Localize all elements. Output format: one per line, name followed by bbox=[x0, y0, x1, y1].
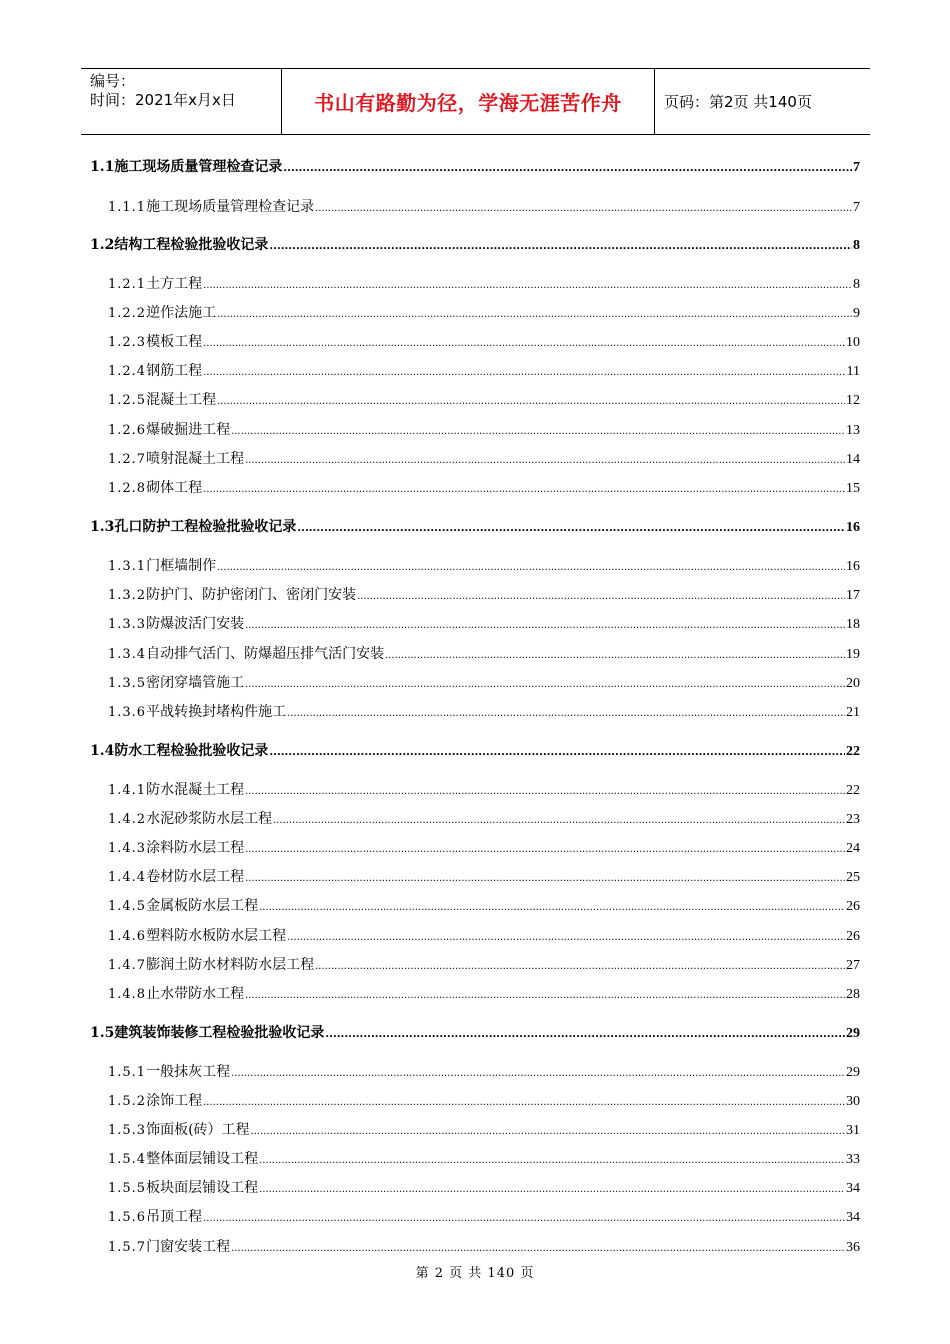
toc-dot-leader bbox=[203, 361, 845, 383]
toc-subsection-entry[interactable] bbox=[108, 420, 860, 440]
toc-entry-title: 涂饰工程 bbox=[146, 1093, 203, 1109]
toc-entry-title: 模板工程 bbox=[146, 334, 203, 350]
toc-entry-page: 34 bbox=[846, 1181, 860, 1196]
toc-entry-title: 钢筋工程 bbox=[146, 363, 203, 379]
toc-section-entry[interactable] bbox=[90, 1023, 860, 1043]
toc-subsection-entry[interactable] bbox=[108, 585, 860, 605]
toc-subsection-entry[interactable] bbox=[108, 449, 860, 469]
toc-subsection-entry[interactable] bbox=[108, 614, 860, 634]
toc-subsection-entry[interactable] bbox=[108, 332, 860, 352]
toc-subsection-entry[interactable] bbox=[108, 1091, 860, 1111]
toc-entry-page: 18 bbox=[846, 617, 860, 632]
toc-entry-number: 1.3.4 bbox=[108, 647, 147, 662]
toc-entry-page: 34 bbox=[846, 1210, 860, 1225]
toc-subsection-entry[interactable] bbox=[108, 197, 860, 217]
toc-entry-page: 21 bbox=[846, 705, 860, 720]
toc-section-entry[interactable] bbox=[90, 235, 860, 255]
page-header bbox=[81, 68, 870, 135]
toc-entry-number: 1.2.1 bbox=[108, 277, 147, 292]
toc-entry-number: 1.5 bbox=[90, 1025, 115, 1041]
toc-entry-number: 1.2 bbox=[90, 237, 115, 253]
toc-entry-number: 1.2.8 bbox=[108, 481, 147, 496]
toc-entry-title: 板块面层铺设工程 bbox=[146, 1180, 259, 1196]
toc-entry-number: 1.5.6 bbox=[108, 1210, 147, 1225]
header-motto-cell bbox=[282, 69, 655, 134]
toc-entry-number: 1.3 bbox=[90, 519, 115, 535]
toc-entry-page: 13 bbox=[846, 423, 860, 438]
toc-dot-leader bbox=[217, 390, 845, 412]
toc-entry-title: 防水混凝土工程 bbox=[146, 782, 245, 798]
toc-entry-title: 施工现场质量管理检查记录 bbox=[146, 199, 315, 215]
toc-subsection-entry[interactable] bbox=[108, 478, 860, 498]
toc-entry-number: 1.5.7 bbox=[108, 1240, 147, 1255]
toc-entry-page: 16 bbox=[846, 520, 860, 535]
toc-entry-number: 1.4.6 bbox=[108, 929, 147, 944]
toc-entry-title: 土方工程 bbox=[146, 276, 203, 292]
toc-entry-number: 1.4.4 bbox=[108, 870, 147, 885]
toc-dot-leader bbox=[273, 809, 845, 831]
toc-entry-title: 金属板防水层工程 bbox=[146, 898, 259, 914]
toc-entry-title: 饰面板(砖）工程 bbox=[146, 1122, 250, 1138]
toc-subsection-entry[interactable] bbox=[108, 390, 860, 410]
toc-subsection-entry[interactable] bbox=[108, 955, 860, 975]
toc-dot-leader bbox=[287, 926, 845, 948]
toc-entry-page: 24 bbox=[846, 841, 860, 856]
toc-subsection-entry[interactable] bbox=[108, 1207, 860, 1227]
toc-dot-leader bbox=[259, 1178, 845, 1200]
toc-entry-number: 1.5.1 bbox=[108, 1065, 147, 1080]
toc-entry-page: 8 bbox=[853, 277, 860, 292]
toc-dot-leader bbox=[245, 867, 845, 889]
toc-entry-page: 22 bbox=[846, 783, 860, 798]
toc-entry-number: 1.3.5 bbox=[108, 676, 147, 691]
toc-entry-number: 1.1 bbox=[90, 159, 115, 175]
toc-dot-leader bbox=[217, 556, 845, 578]
toc-entry-page: 8 bbox=[853, 238, 860, 253]
toc-entry-title: 水泥砂浆防水层工程 bbox=[146, 811, 273, 827]
toc-entry-title: 止水带防水工程 bbox=[146, 986, 245, 1002]
toc-entry-number: 1.4.3 bbox=[108, 841, 147, 856]
toc-entry-number: 1.3.2 bbox=[108, 588, 147, 603]
toc-entry-number: 1.5.2 bbox=[108, 1094, 147, 1109]
toc-entry-page: 10 bbox=[846, 335, 860, 350]
toc-dot-leader bbox=[231, 420, 845, 442]
toc-dot-leader bbox=[385, 644, 845, 666]
page-info-text: 页码：第2页 共140页 bbox=[664, 93, 812, 111]
toc-entry-title: 喷射混凝土工程 bbox=[146, 451, 245, 467]
code-label: 编号： bbox=[90, 72, 136, 90]
toc-section-entry[interactable] bbox=[90, 517, 860, 537]
toc-section-entry[interactable] bbox=[90, 157, 860, 177]
toc-subsection-entry[interactable] bbox=[108, 274, 860, 294]
toc-entry-title: 平战转换封堵构件施工 bbox=[146, 704, 287, 720]
toc-dot-leader bbox=[357, 585, 845, 607]
toc-entry-title: 吊顶工程 bbox=[146, 1209, 203, 1225]
toc-entry-page: 31 bbox=[846, 1123, 860, 1138]
toc-entry-page: 11 bbox=[846, 364, 860, 379]
toc-entry-title: 防护门、防护密闭门、密闭门安装 bbox=[146, 587, 357, 603]
toc-entry-page: 25 bbox=[846, 870, 860, 885]
toc-entry-number: 1.4.8 bbox=[108, 987, 147, 1002]
toc-subsection-entry[interactable] bbox=[108, 1120, 860, 1140]
toc-dot-leader bbox=[245, 838, 845, 860]
toc-dot-leader bbox=[245, 984, 845, 1006]
page-footer: 第 2 页 共 140 页 bbox=[415, 1266, 535, 1281]
toc-entry-page: 22 bbox=[846, 744, 860, 759]
toc-entry-number: 1.2.6 bbox=[108, 423, 147, 438]
toc-dot-leader bbox=[269, 741, 845, 763]
toc-entry-title: 施工现场质量管理检查记录 bbox=[114, 159, 283, 175]
toc-subsection-entry[interactable] bbox=[108, 556, 860, 576]
toc-entry-number: 1.5.3 bbox=[108, 1123, 147, 1138]
toc-entry-title: 卷材防水层工程 bbox=[146, 869, 245, 885]
toc-entry-page: 30 bbox=[846, 1094, 860, 1109]
toc-dot-leader bbox=[245, 449, 845, 471]
toc-entry-number: 1.3.6 bbox=[108, 705, 147, 720]
toc-subsection-entry[interactable] bbox=[108, 702, 860, 722]
toc-entry-title: 一般抹灰工程 bbox=[146, 1064, 231, 1080]
toc-subsection-entry[interactable] bbox=[108, 1149, 860, 1169]
toc-subsection-entry[interactable] bbox=[108, 1062, 860, 1082]
toc-entry-page: 29 bbox=[846, 1026, 860, 1041]
toc-entry-page: 16 bbox=[846, 559, 860, 574]
toc-entry-number: 1.3.3 bbox=[108, 617, 147, 632]
toc-entry-number: 1.2.7 bbox=[108, 452, 147, 467]
toc-entry-page: 26 bbox=[846, 929, 860, 944]
toc-dot-leader bbox=[203, 1207, 845, 1229]
toc-entry-title: 膨润土防水材料防水层工程 bbox=[146, 957, 315, 973]
toc-entry-number: 1.2.3 bbox=[108, 335, 147, 350]
toc-subsection-entry[interactable] bbox=[108, 780, 860, 800]
toc-entry-page: 26 bbox=[846, 899, 860, 914]
toc-entry-title: 防爆波活门安装 bbox=[146, 616, 245, 632]
toc-subsection-entry[interactable] bbox=[108, 673, 860, 693]
toc-entry-number: 1.4.1 bbox=[108, 783, 147, 798]
toc-entry-page: 23 bbox=[846, 812, 860, 827]
toc-entry-title: 门框墙制作 bbox=[146, 558, 217, 574]
toc-entry-page: 9 bbox=[853, 306, 860, 321]
toc-entry-number: 1.5.5 bbox=[108, 1181, 147, 1196]
toc-entry-page: 29 bbox=[846, 1065, 860, 1080]
toc-entry-number: 1.3.1 bbox=[108, 559, 147, 574]
toc-entry-title: 防水工程检验批验收记录 bbox=[114, 743, 269, 759]
toc-dot-leader bbox=[297, 517, 845, 539]
toc-entry-title: 建筑装饰装修工程检验批验收记录 bbox=[114, 1025, 325, 1041]
header-meta bbox=[81, 69, 282, 134]
toc-subsection-entry[interactable] bbox=[108, 809, 860, 829]
toc-entry-number: 1.2.4 bbox=[108, 364, 147, 379]
toc-entry-page: 15 bbox=[846, 481, 860, 496]
toc-dot-leader bbox=[269, 235, 852, 257]
toc-entry-page: 17 bbox=[846, 588, 860, 603]
toc-entry-number: 1.2.2 bbox=[108, 306, 147, 321]
toc-dot-leader bbox=[283, 157, 852, 179]
toc-entry-title: 密闭穿墙管施工 bbox=[146, 675, 245, 691]
motto-text: 书山有路勤为径，学海无涯苦作舟 bbox=[314, 91, 622, 115]
toc-entry-page: 7 bbox=[853, 160, 860, 175]
toc-dot-leader bbox=[245, 780, 845, 802]
toc-dot-leader bbox=[245, 614, 845, 636]
toc-entry-title: 逆作法施工 bbox=[146, 305, 217, 321]
toc-entry-page: 36 bbox=[846, 1240, 860, 1255]
toc-entry-title: 涂料防水层工程 bbox=[146, 840, 245, 856]
toc-entry-page: 27 bbox=[846, 958, 860, 973]
toc-section-entry[interactable] bbox=[90, 741, 860, 761]
toc-dot-leader bbox=[203, 274, 852, 296]
toc-entry-title: 结构工程检验批验收记录 bbox=[114, 237, 269, 253]
toc-dot-leader bbox=[259, 896, 845, 918]
toc-entry-title: 混凝土工程 bbox=[146, 392, 217, 408]
toc-dot-leader bbox=[287, 702, 845, 724]
toc-entry-number: 1.4 bbox=[90, 743, 115, 759]
toc-entry-title: 砌体工程 bbox=[146, 480, 203, 496]
toc-subsection-entry[interactable] bbox=[108, 838, 860, 858]
toc-entry-number: 1.2.5 bbox=[108, 393, 147, 408]
toc-dot-leader bbox=[251, 1120, 845, 1142]
toc-entry-title: 门窗安装工程 bbox=[146, 1239, 231, 1255]
toc-dot-leader bbox=[203, 478, 845, 500]
toc-dot-leader bbox=[231, 1062, 845, 1084]
toc-subsection-entry[interactable] bbox=[108, 303, 860, 323]
toc-subsection-entry[interactable] bbox=[108, 1237, 860, 1257]
header-page-info bbox=[655, 69, 870, 134]
toc-entry-page: 7 bbox=[853, 200, 860, 215]
toc-dot-leader bbox=[245, 673, 845, 695]
toc-subsection-entry[interactable] bbox=[108, 867, 860, 887]
toc-entry-page: 12 bbox=[846, 393, 860, 408]
toc-dot-leader bbox=[217, 303, 852, 325]
toc-subsection-entry[interactable] bbox=[108, 896, 860, 916]
toc-dot-leader bbox=[325, 1023, 845, 1045]
toc-entry-title: 塑料防水板防水层工程 bbox=[146, 928, 287, 944]
toc-entry-title: 自动排气活门、防爆超压排气活门安装 bbox=[146, 646, 385, 662]
toc-entry-title: 整体面层铺设工程 bbox=[146, 1151, 259, 1167]
toc-entry-title: 孔口防护工程检验批验收记录 bbox=[114, 519, 297, 535]
toc-entry-number: 1.4.5 bbox=[108, 899, 147, 914]
toc-entry-number: 1.4.7 bbox=[108, 958, 147, 973]
toc-entry-title: 爆破掘进工程 bbox=[146, 422, 231, 438]
toc-dot-leader bbox=[315, 197, 852, 219]
toc-subsection-entry[interactable] bbox=[108, 984, 860, 1004]
toc-dot-leader bbox=[259, 1149, 845, 1171]
toc-entry-page: 28 bbox=[846, 987, 860, 1002]
toc-entry-number: 1.1.1 bbox=[108, 200, 147, 215]
toc-dot-leader bbox=[203, 1091, 845, 1113]
toc-entry-page: 33 bbox=[846, 1152, 860, 1167]
toc-subsection-entry[interactable] bbox=[108, 361, 860, 381]
toc-dot-leader bbox=[203, 332, 845, 354]
toc-subsection-entry[interactable] bbox=[108, 926, 860, 946]
toc-subsection-entry[interactable] bbox=[108, 1178, 860, 1198]
toc-entry-number: 1.4.2 bbox=[108, 812, 147, 827]
toc-subsection-entry[interactable] bbox=[108, 644, 860, 664]
toc-entry-page: 19 bbox=[846, 647, 860, 662]
toc-entry-number: 1.5.4 bbox=[108, 1152, 147, 1167]
toc-entry-page: 14 bbox=[846, 452, 860, 467]
toc-entry-page: 20 bbox=[846, 676, 860, 691]
toc-dot-leader bbox=[231, 1237, 845, 1259]
date-label: 时间：2021年x月x日 bbox=[90, 91, 236, 109]
toc-dot-leader bbox=[315, 955, 845, 977]
